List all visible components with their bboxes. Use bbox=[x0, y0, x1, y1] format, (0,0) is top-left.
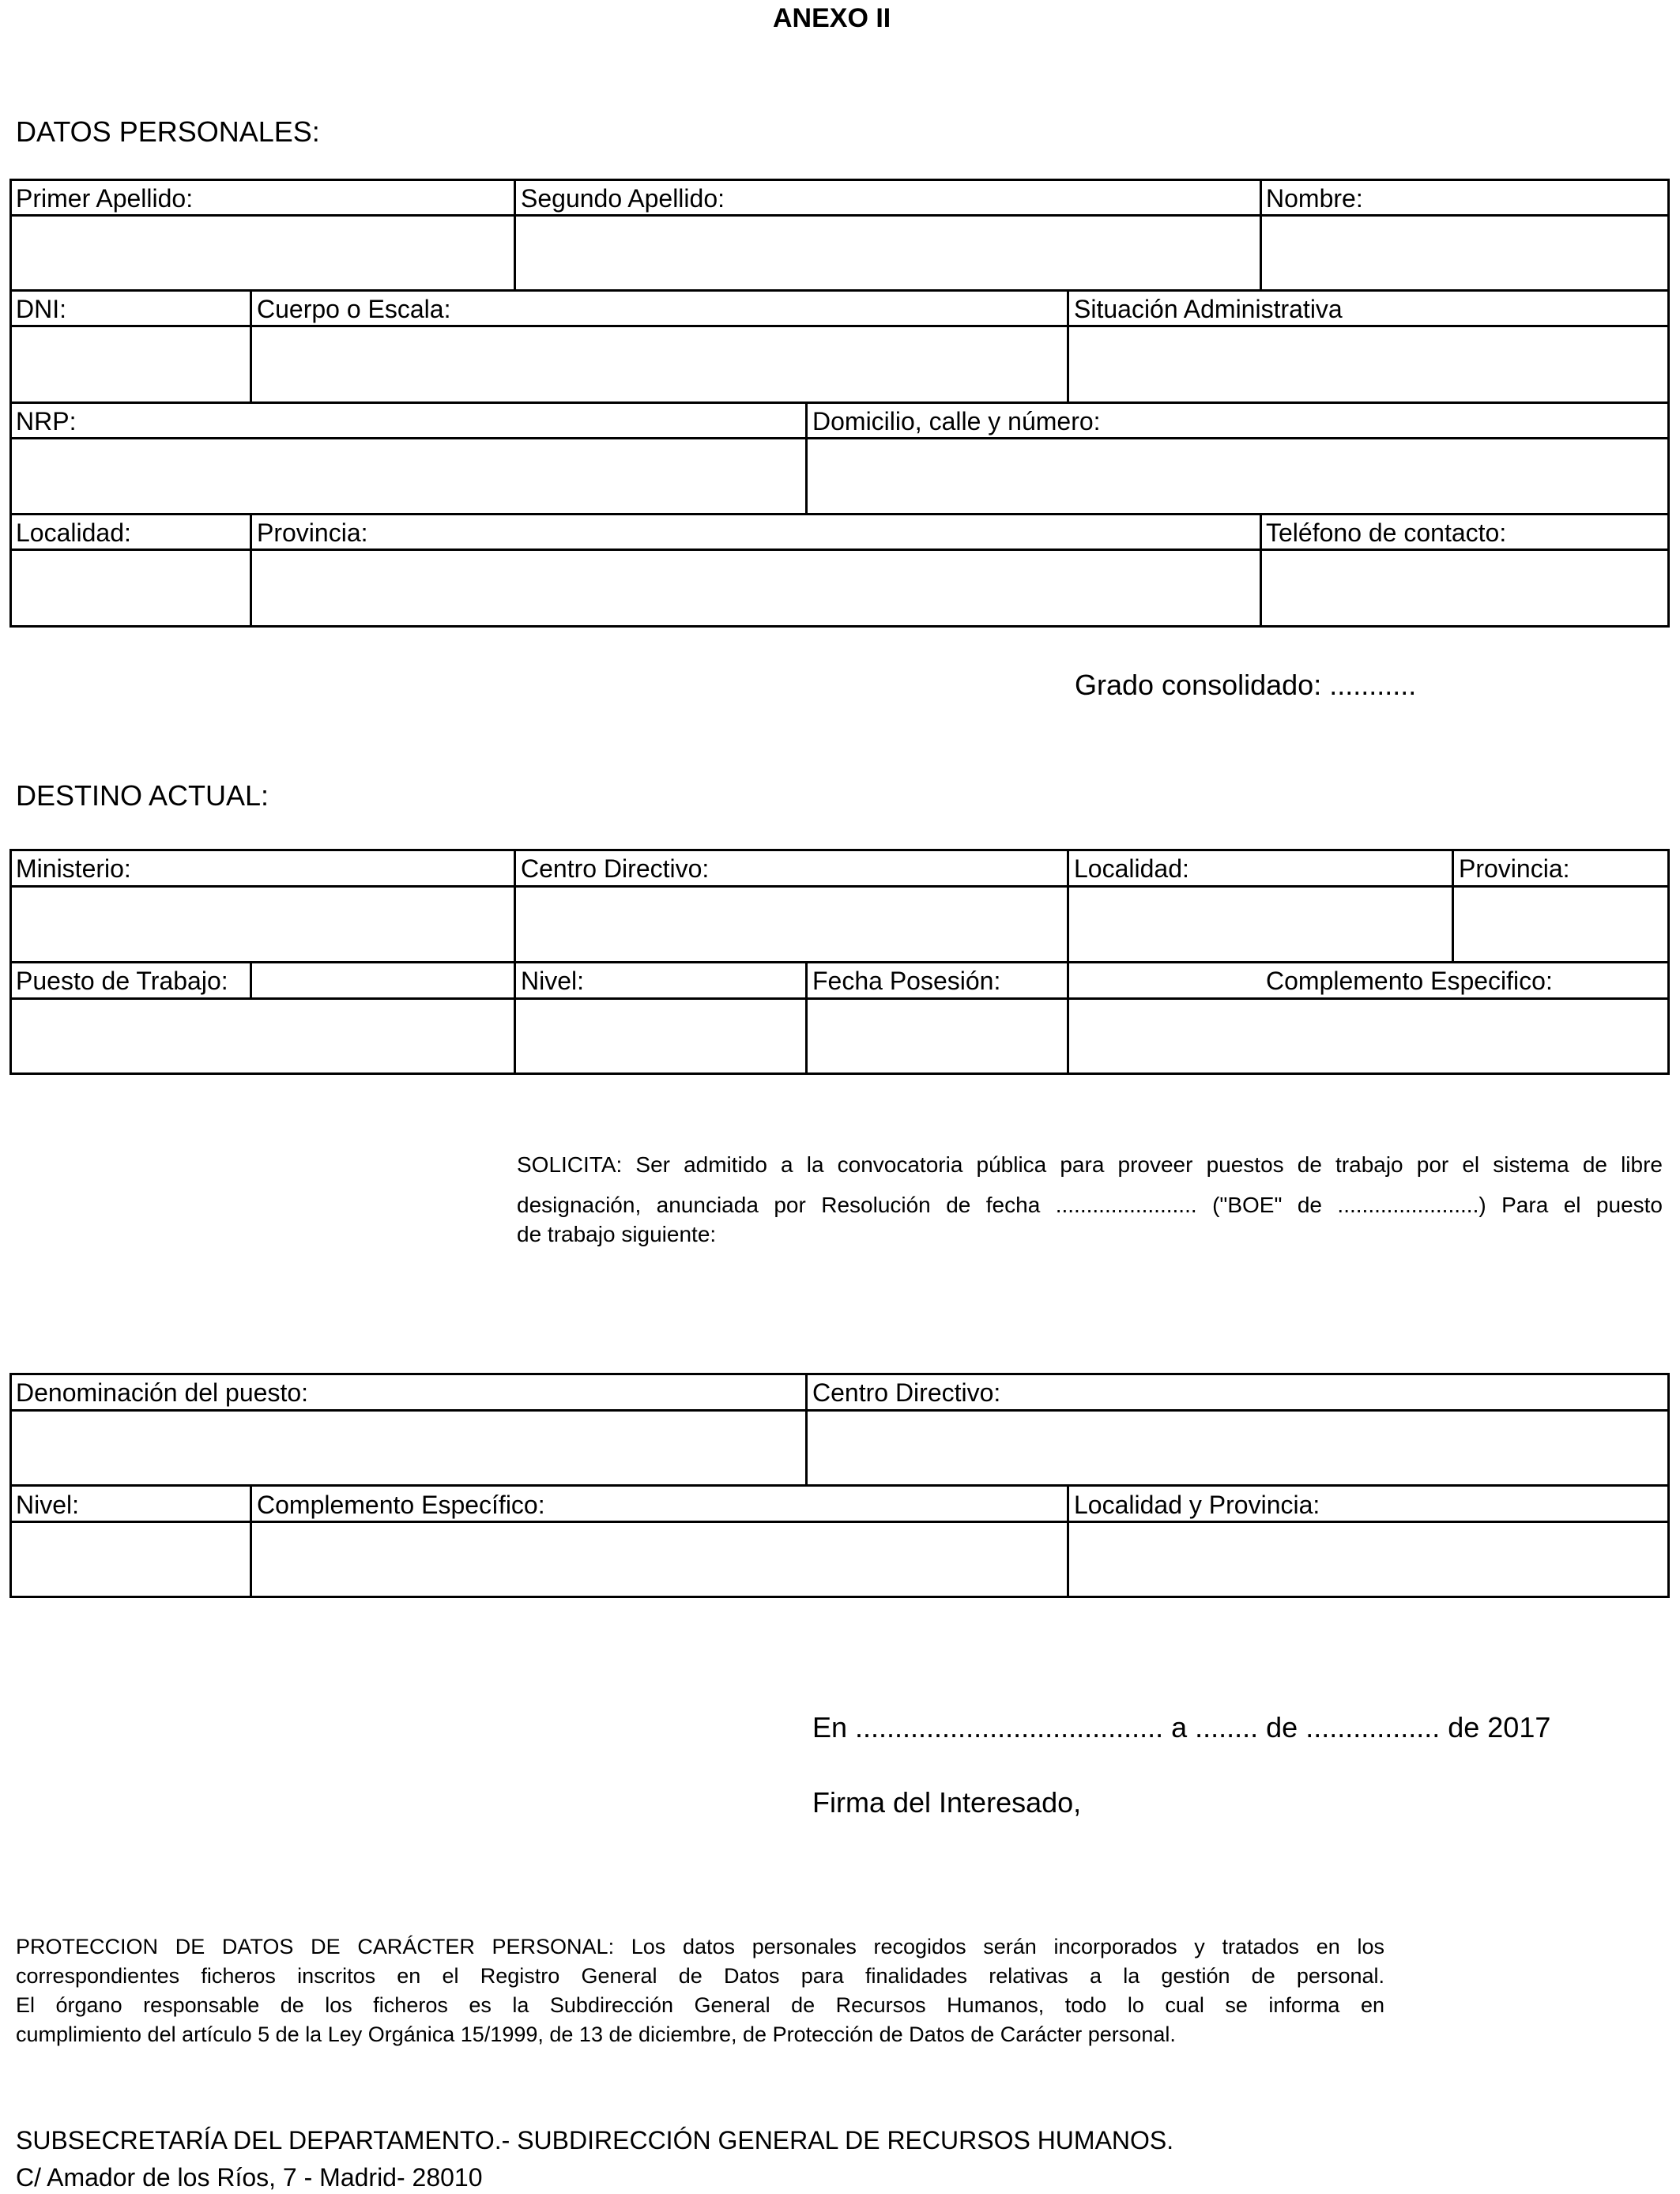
solicita-line-1: SOLICITA: Ser admitido a la convocatoria pública para proveer puestos de trabajo por el sistema de libre bbox=[517, 1152, 1663, 1177]
destino-actual-heading: DESTINO ACTUAL: bbox=[16, 779, 269, 812]
localidad-destino-field[interactable] bbox=[1069, 888, 1452, 961]
row-divider bbox=[9, 289, 1670, 292]
label-nivel-solicitado: Nivel: bbox=[16, 1491, 80, 1519]
domicilio-field[interactable] bbox=[808, 439, 1667, 513]
centro-directivo-field[interactable] bbox=[516, 888, 1067, 961]
puesto-trabajo-field[interactable] bbox=[12, 1000, 514, 1072]
nrp-field[interactable] bbox=[12, 439, 805, 513]
nivel-solicitado-field[interactable] bbox=[12, 1523, 250, 1596]
proteccion-datos-paragraph bbox=[16, 1932, 1384, 2049]
label-nivel-destino: Nivel: bbox=[521, 967, 585, 995]
solicita-line-3: de trabajo siguiente: bbox=[517, 1222, 717, 1246]
situacion-administrativa-field[interactable] bbox=[1069, 327, 1667, 401]
label-nombre: Nombre: bbox=[1266, 184, 1363, 213]
nivel-destino-field[interactable] bbox=[516, 1000, 805, 1072]
label-localidad-provincia: Localidad y Provincia: bbox=[1074, 1491, 1320, 1519]
provincia-destino-field[interactable] bbox=[1454, 888, 1667, 961]
lugar-fecha-line: En ....................................... a ........ de ................. de 2017 bbox=[812, 1711, 1551, 1744]
proteccion-line-3: El órgano responsable de los ficheros es la Subdirección General de Recursos Humanos, todo lo cual se informa en bbox=[16, 1993, 1384, 2017]
label-telefono: Teléfono de contacto: bbox=[1266, 518, 1507, 547]
label-complemento-especifico: Complemento Especifico: bbox=[1266, 967, 1553, 995]
centro-directivo-solicitado-field[interactable] bbox=[808, 1412, 1667, 1484]
label-nrp: NRP: bbox=[16, 407, 77, 435]
denominacion-puesto-field[interactable] bbox=[12, 1412, 805, 1484]
telefono-field[interactable] bbox=[1262, 551, 1667, 625]
solicita-line-2: designación, anunciada por Resolución de fecha ....................... ("BOE" de .......................) Para el puesto bbox=[517, 1193, 1663, 1217]
label-provincia: Provincia: bbox=[257, 518, 368, 547]
primer-apellido-field[interactable] bbox=[12, 217, 514, 289]
footer-address: C/ Amador de los Ríos, 7 - Madrid- 28010 bbox=[16, 2163, 483, 2192]
puesto-trabajo-inline-field[interactable] bbox=[252, 963, 514, 997]
solicita-paragraph bbox=[517, 1148, 1663, 1246]
label-dni: DNI: bbox=[16, 295, 66, 323]
label-provincia-destino: Provincia: bbox=[1459, 854, 1570, 883]
cuerpo-escala-field[interactable] bbox=[252, 327, 1067, 401]
label-localidad-destino: Localidad: bbox=[1074, 854, 1189, 883]
localidad-field[interactable] bbox=[12, 551, 250, 625]
dni-field[interactable] bbox=[12, 327, 250, 401]
proteccion-line-4: cumplimiento del artículo 5 de la Ley Orgánica 15/1999, de 13 de diciembre, de Protección de Datos de Carácter personal. bbox=[16, 2022, 1176, 2046]
label-primer-apellido: Primer Apellido: bbox=[16, 184, 194, 213]
fecha-posesion-field[interactable] bbox=[808, 1000, 1067, 1072]
label-segundo-apellido: Segundo Apellido: bbox=[521, 184, 725, 213]
proteccion-line-2: correspondientes ficheros inscritos en el Registro General de Datos para finalidades relativas a la gestión de personal. bbox=[16, 1964, 1384, 1988]
label-localidad: Localidad: bbox=[16, 518, 131, 547]
label-ministerio: Ministerio: bbox=[16, 854, 131, 883]
label-puesto-trabajo: Puesto de Trabajo: bbox=[16, 967, 228, 995]
label-centro-directivo: Centro Directivo: bbox=[521, 854, 710, 883]
datos-personales-heading: DATOS PERSONALES: bbox=[16, 115, 320, 148]
page-title: ANEXO II bbox=[773, 3, 891, 33]
nombre-field[interactable] bbox=[1262, 217, 1667, 289]
row-divider bbox=[9, 1484, 1670, 1487]
grado-consolidado: Grado consolidado: ........... bbox=[1075, 669, 1417, 701]
label-denominacion-puesto: Denominación del puesto: bbox=[16, 1378, 309, 1407]
label-centro-directivo-solicitado: Centro Directivo: bbox=[812, 1378, 1001, 1407]
row-divider bbox=[9, 513, 1670, 515]
label-complemento-solicitado: Complemento Específico: bbox=[257, 1491, 545, 1519]
row-divider bbox=[9, 401, 1670, 404]
provincia-field[interactable] bbox=[252, 551, 1260, 625]
complemento-especifico-field[interactable] bbox=[1069, 1000, 1667, 1072]
firma-interesado: Firma del Interesado, bbox=[812, 1786, 1082, 1819]
proteccion-line-1: PROTECCION DE DATOS DE CARÁCTER PERSONAL: Los datos personales recogidos serán incorporados y tratados en los bbox=[16, 1935, 1384, 1958]
complemento-solicitado-field[interactable] bbox=[252, 1523, 1067, 1596]
localidad-provincia-field[interactable] bbox=[1069, 1523, 1667, 1596]
label-situacion-administrativa: Situación Administrativa bbox=[1074, 295, 1343, 323]
ministerio-field[interactable] bbox=[12, 888, 514, 961]
label-domicilio: Domicilio, calle y número: bbox=[812, 407, 1101, 435]
label-cuerpo-escala: Cuerpo o Escala: bbox=[257, 295, 451, 323]
footer-department: SUBSECRETARÍA DEL DEPARTAMENTO.- SUBDIRECCIÓN GENERAL DE RECURSOS HUMANOS. bbox=[16, 2126, 1174, 2154]
segundo-apellido-field[interactable] bbox=[516, 217, 1260, 289]
label-fecha-posesion: Fecha Posesión: bbox=[812, 967, 1001, 995]
